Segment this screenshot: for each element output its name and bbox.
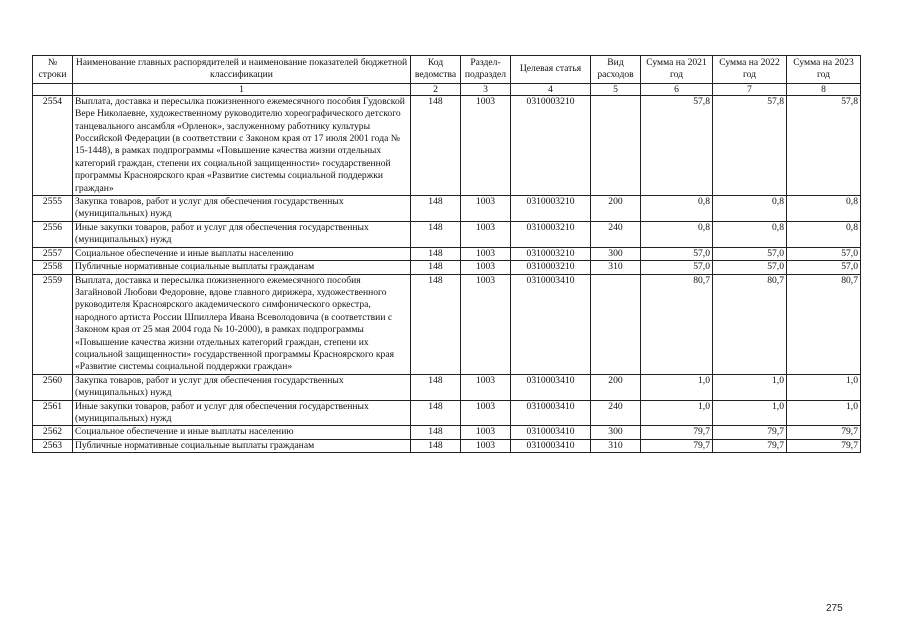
- column-number: [33, 83, 73, 95]
- row-expense-type: 310: [591, 439, 641, 452]
- row-name: Выплата, доставка и пересылка пожизненного ежемесячного пособия Загайновой Любови Федоровне, вдове главного дирижера, художественного руководителя Красноярского академического симфонического оркестра, народного артиста России Шпиллера Ивана Всеволодовича (в соответствии с Законом края от 25 мая 2004 года № 10-2000), в рамках подпрограммы «Повышение качества жизни отдельных категорий граждан, степени их социальной защищенности» государственной программы Красноярского края «Развитие системы социальной поддержки граждан»: [73, 274, 411, 374]
- row-sum-2022: 79,7: [713, 426, 787, 439]
- row-target-article: 0310003210: [511, 247, 591, 260]
- header-row-number: № строки: [33, 56, 73, 84]
- row-section: 1003: [461, 247, 511, 260]
- row-sum-2022: 1,0: [713, 374, 787, 400]
- row-dept-code: 148: [411, 95, 461, 195]
- row-sum-2021: 0,8: [641, 196, 713, 222]
- row-expense-type: 300: [591, 426, 641, 439]
- row-sum-2021: 0,8: [641, 221, 713, 247]
- column-number: 5: [591, 83, 641, 95]
- row-expense-type: [591, 95, 641, 195]
- row-sum-2023: 79,7: [787, 426, 861, 439]
- row-dept-code: 148: [411, 196, 461, 222]
- row-sum-2021: 79,7: [641, 426, 713, 439]
- header-name: Наименование главных распорядителей и наименование показателей бюджетной классификации: [73, 56, 411, 84]
- row-dept-code: 148: [411, 261, 461, 274]
- column-number: 1: [73, 83, 411, 95]
- row-sum-2023: 79,7: [787, 439, 861, 452]
- row-sum-2021: 79,7: [641, 439, 713, 452]
- row-sum-2023: 57,0: [787, 247, 861, 260]
- row-target-article: 0310003410: [511, 439, 591, 452]
- row-section: 1003: [461, 95, 511, 195]
- header-sum-2021: Сумма на 2021 год: [641, 56, 713, 84]
- row-name: Закупка товаров, работ и услуг для обеспечения государственных (муниципальных) нужд: [73, 374, 411, 400]
- row-dept-code: 148: [411, 247, 461, 260]
- table-header: [33, 56, 861, 96]
- row-section: 1003: [461, 274, 511, 374]
- row-section: 1003: [461, 400, 511, 426]
- row-expense-type: 240: [591, 221, 641, 247]
- table-body: [33, 95, 861, 452]
- row-sum-2022: 0,8: [713, 196, 787, 222]
- table-row: [33, 439, 861, 452]
- row-number: 2562: [33, 426, 73, 439]
- table-row: [33, 374, 861, 400]
- row-expense-type: 300: [591, 247, 641, 260]
- row-target-article: 0310003210: [511, 196, 591, 222]
- row-name: Закупка товаров, работ и услуг для обеспечения государственных (муниципальных) нужд: [73, 196, 411, 222]
- row-sum-2023: 80,7: [787, 274, 861, 374]
- header-sum-2022: Сумма на 2022 год: [713, 56, 787, 84]
- row-sum-2023: 0,8: [787, 221, 861, 247]
- row-sum-2022: 0,8: [713, 221, 787, 247]
- row-target-article: 0310003210: [511, 261, 591, 274]
- row-sum-2023: 1,0: [787, 400, 861, 426]
- row-number: 2554: [33, 95, 73, 195]
- row-dept-code: 148: [411, 374, 461, 400]
- table-row: [33, 221, 861, 247]
- row-sum-2021: 80,7: [641, 274, 713, 374]
- column-number: 3: [461, 83, 511, 95]
- row-number: 2561: [33, 400, 73, 426]
- row-name: Иные закупки товаров, работ и услуг для обеспечения государственных (муниципальных) нужд: [73, 221, 411, 247]
- row-number: 2558: [33, 261, 73, 274]
- row-target-article: 0310003210: [511, 221, 591, 247]
- row-number: 2555: [33, 196, 73, 222]
- page-number: 275: [826, 603, 843, 614]
- row-sum-2021: 57,0: [641, 247, 713, 260]
- row-sum-2021: 1,0: [641, 400, 713, 426]
- column-number: 8: [787, 83, 861, 95]
- row-name: Социальное обеспечение и иные выплаты населению: [73, 247, 411, 260]
- header-row: [33, 56, 861, 84]
- table-row: [33, 426, 861, 439]
- table-row: [33, 196, 861, 222]
- row-dept-code: 148: [411, 221, 461, 247]
- row-number: 2559: [33, 274, 73, 374]
- row-expense-type: 310: [591, 261, 641, 274]
- row-sum-2022: 57,0: [713, 247, 787, 260]
- row-target-article: 0310003410: [511, 400, 591, 426]
- row-sum-2022: 80,7: [713, 274, 787, 374]
- row-section: 1003: [461, 426, 511, 439]
- header-sum-2023: Сумма на 2023 год: [787, 56, 861, 84]
- row-sum-2023: 57,0: [787, 261, 861, 274]
- table-row: [33, 274, 861, 374]
- table-row: [33, 400, 861, 426]
- row-number: 2556: [33, 221, 73, 247]
- row-sum-2023: 0,8: [787, 196, 861, 222]
- row-name: Иные закупки товаров, работ и услуг для обеспечения государственных (муниципальных) нужд: [73, 400, 411, 426]
- row-section: 1003: [461, 374, 511, 400]
- row-dept-code: 148: [411, 400, 461, 426]
- row-target-article: 0310003210: [511, 95, 591, 195]
- row-sum-2022: 57,0: [713, 261, 787, 274]
- row-name: Социальное обеспечение и иные выплаты населению: [73, 426, 411, 439]
- row-expense-type: [591, 274, 641, 374]
- row-name: Публичные нормативные социальные выплаты гражданам: [73, 261, 411, 274]
- row-section: 1003: [461, 196, 511, 222]
- row-target-article: 0310003410: [511, 374, 591, 400]
- table-row: [33, 261, 861, 274]
- row-name: Публичные нормативные социальные выплаты гражданам: [73, 439, 411, 452]
- budget-table: [32, 55, 861, 453]
- row-sum-2021: 1,0: [641, 374, 713, 400]
- row-sum-2021: 57,0: [641, 261, 713, 274]
- column-number: 2: [411, 83, 461, 95]
- column-number: 6: [641, 83, 713, 95]
- row-dept-code: 148: [411, 274, 461, 374]
- row-section: 1003: [461, 221, 511, 247]
- row-number: 2563: [33, 439, 73, 452]
- row-expense-type: 200: [591, 196, 641, 222]
- row-section: 1003: [461, 439, 511, 452]
- row-dept-code: 148: [411, 439, 461, 452]
- column-number: 7: [713, 83, 787, 95]
- row-sum-2022: 79,7: [713, 439, 787, 452]
- row-sum-2021: 57,8: [641, 95, 713, 195]
- row-section: 1003: [461, 261, 511, 274]
- row-target-article: 0310003410: [511, 274, 591, 374]
- column-number: 4: [511, 83, 591, 95]
- header-dept-code: Код ведомства: [411, 56, 461, 84]
- row-sum-2022: 1,0: [713, 400, 787, 426]
- header-target-article: Целевая статья: [511, 56, 591, 84]
- table-row: [33, 95, 861, 195]
- column-number-row: [33, 83, 861, 95]
- header-expense-type: Вид расходов: [591, 56, 641, 84]
- row-number: 2557: [33, 247, 73, 260]
- table-row: [33, 247, 861, 260]
- row-name: Выплата, доставка и пересылка пожизненного ежемесячного пособия Гудовской Вере Николаевне, художественному руководителю хореографического детского танцевального ансамбля «Орленок», заслуженному работнику культуры Российской Федерации (в соответствии с Законом края от 17 июля 2001 года № 15-1448), в рамках подпрограммы «Повышение качества жизни отдельных категорий граждан, степени их социальной защищенности» государственной программы Красноярского края «Развитие системы социальной поддержки граждан»: [73, 95, 411, 195]
- row-dept-code: 148: [411, 426, 461, 439]
- row-number: 2560: [33, 374, 73, 400]
- row-target-article: 0310003410: [511, 426, 591, 439]
- row-sum-2022: 57,8: [713, 95, 787, 195]
- row-expense-type: 240: [591, 400, 641, 426]
- row-expense-type: 200: [591, 374, 641, 400]
- row-sum-2023: 57,8: [787, 95, 861, 195]
- header-section: Раздел-подраздел: [461, 56, 511, 84]
- row-sum-2023: 1,0: [787, 374, 861, 400]
